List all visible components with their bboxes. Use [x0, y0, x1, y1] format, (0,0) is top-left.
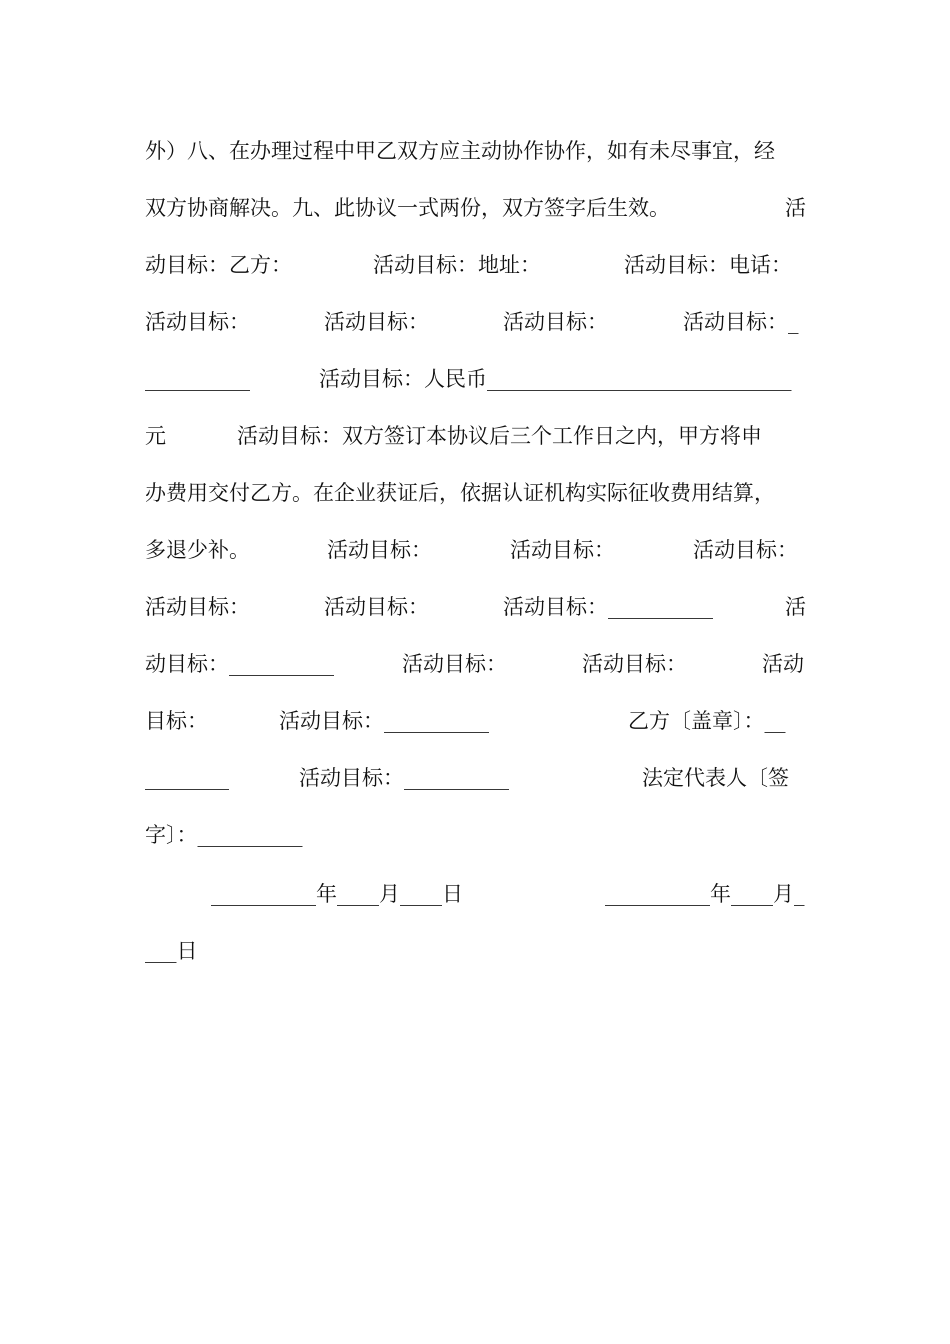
text-line: [145, 193, 810, 223]
text-segment: 活动目标：: [503, 310, 608, 334]
text-line: [145, 535, 810, 565]
text-segment: 活动目标：双方签订本协议后三个工作日之内，甲方将申: [237, 424, 762, 448]
text-line: [145, 421, 810, 451]
text-segment: 外）八、在办理过程中甲乙双方应主动协作协作，如有未尽事宜，经: [145, 139, 775, 163]
text-line: [145, 364, 810, 394]
text-segment: 动目标：__________: [145, 652, 334, 676]
signing-date-right: __________年____月_: [605, 882, 805, 906]
text-line: [145, 649, 810, 679]
text-segment: 字〕：__________: [145, 823, 303, 847]
text-segment: 法定代表人〔签: [642, 766, 789, 790]
text-segment: ________: [145, 766, 229, 790]
text-line: [145, 706, 810, 736]
text-segment: 活动目标：: [510, 538, 615, 562]
text-segment: 活动目标：地址：: [373, 253, 541, 277]
text-segment: 动目标：乙方：: [145, 253, 292, 277]
text-segment: 元: [145, 424, 166, 448]
text-line: [145, 820, 810, 850]
text-segment: 活动目标：: [324, 595, 429, 619]
text-line: [145, 307, 810, 337]
text-segment: 活: [785, 196, 806, 220]
text-segment: 办费用交付乙方。在企业获证后，依据认证机构实际征收费用结算，: [145, 481, 775, 505]
text-segment: 活: [785, 595, 806, 619]
text-segment: 活动目标：__________: [279, 709, 489, 733]
text-segment: 活动目标：: [402, 652, 507, 676]
text-line: [145, 136, 810, 166]
text-line: [145, 936, 810, 966]
text-segment: 活动目标：: [145, 595, 250, 619]
text-segment: 活动目标：__________: [299, 766, 509, 790]
text-segment: __________: [145, 367, 250, 391]
text-segment: 活动目标：: [145, 310, 250, 334]
text-segment: 活动目标：: [582, 652, 687, 676]
date-line: [145, 879, 810, 909]
text-line: [145, 478, 810, 508]
text-line: [145, 592, 810, 622]
text-line: [145, 250, 810, 280]
text-segment: 活动: [762, 652, 804, 676]
text-segment: 活动目标：: [327, 538, 432, 562]
signing-date-left: __________年____月____日: [211, 882, 463, 906]
text-segment: 双方协商解决。九、此协议一式两份，双方签字后生效。: [145, 196, 670, 220]
text-segment: 活动目标：: [324, 310, 429, 334]
text-segment: ___日: [145, 939, 198, 963]
text-segment: 活动目标：人民币_____________________________: [319, 367, 792, 391]
text-segment: 活动目标：__________: [503, 595, 713, 619]
text-segment: 乙方〔盖章〕：__: [628, 709, 786, 733]
text-segment: 活动目标：_: [683, 310, 799, 334]
text-segment: 目标：: [145, 709, 208, 733]
text-segment: 活动目标：电话：: [624, 253, 792, 277]
text-line: [145, 763, 810, 793]
text-segment: 活动目标：: [693, 538, 798, 562]
text-segment: 多退少补。: [145, 538, 250, 562]
